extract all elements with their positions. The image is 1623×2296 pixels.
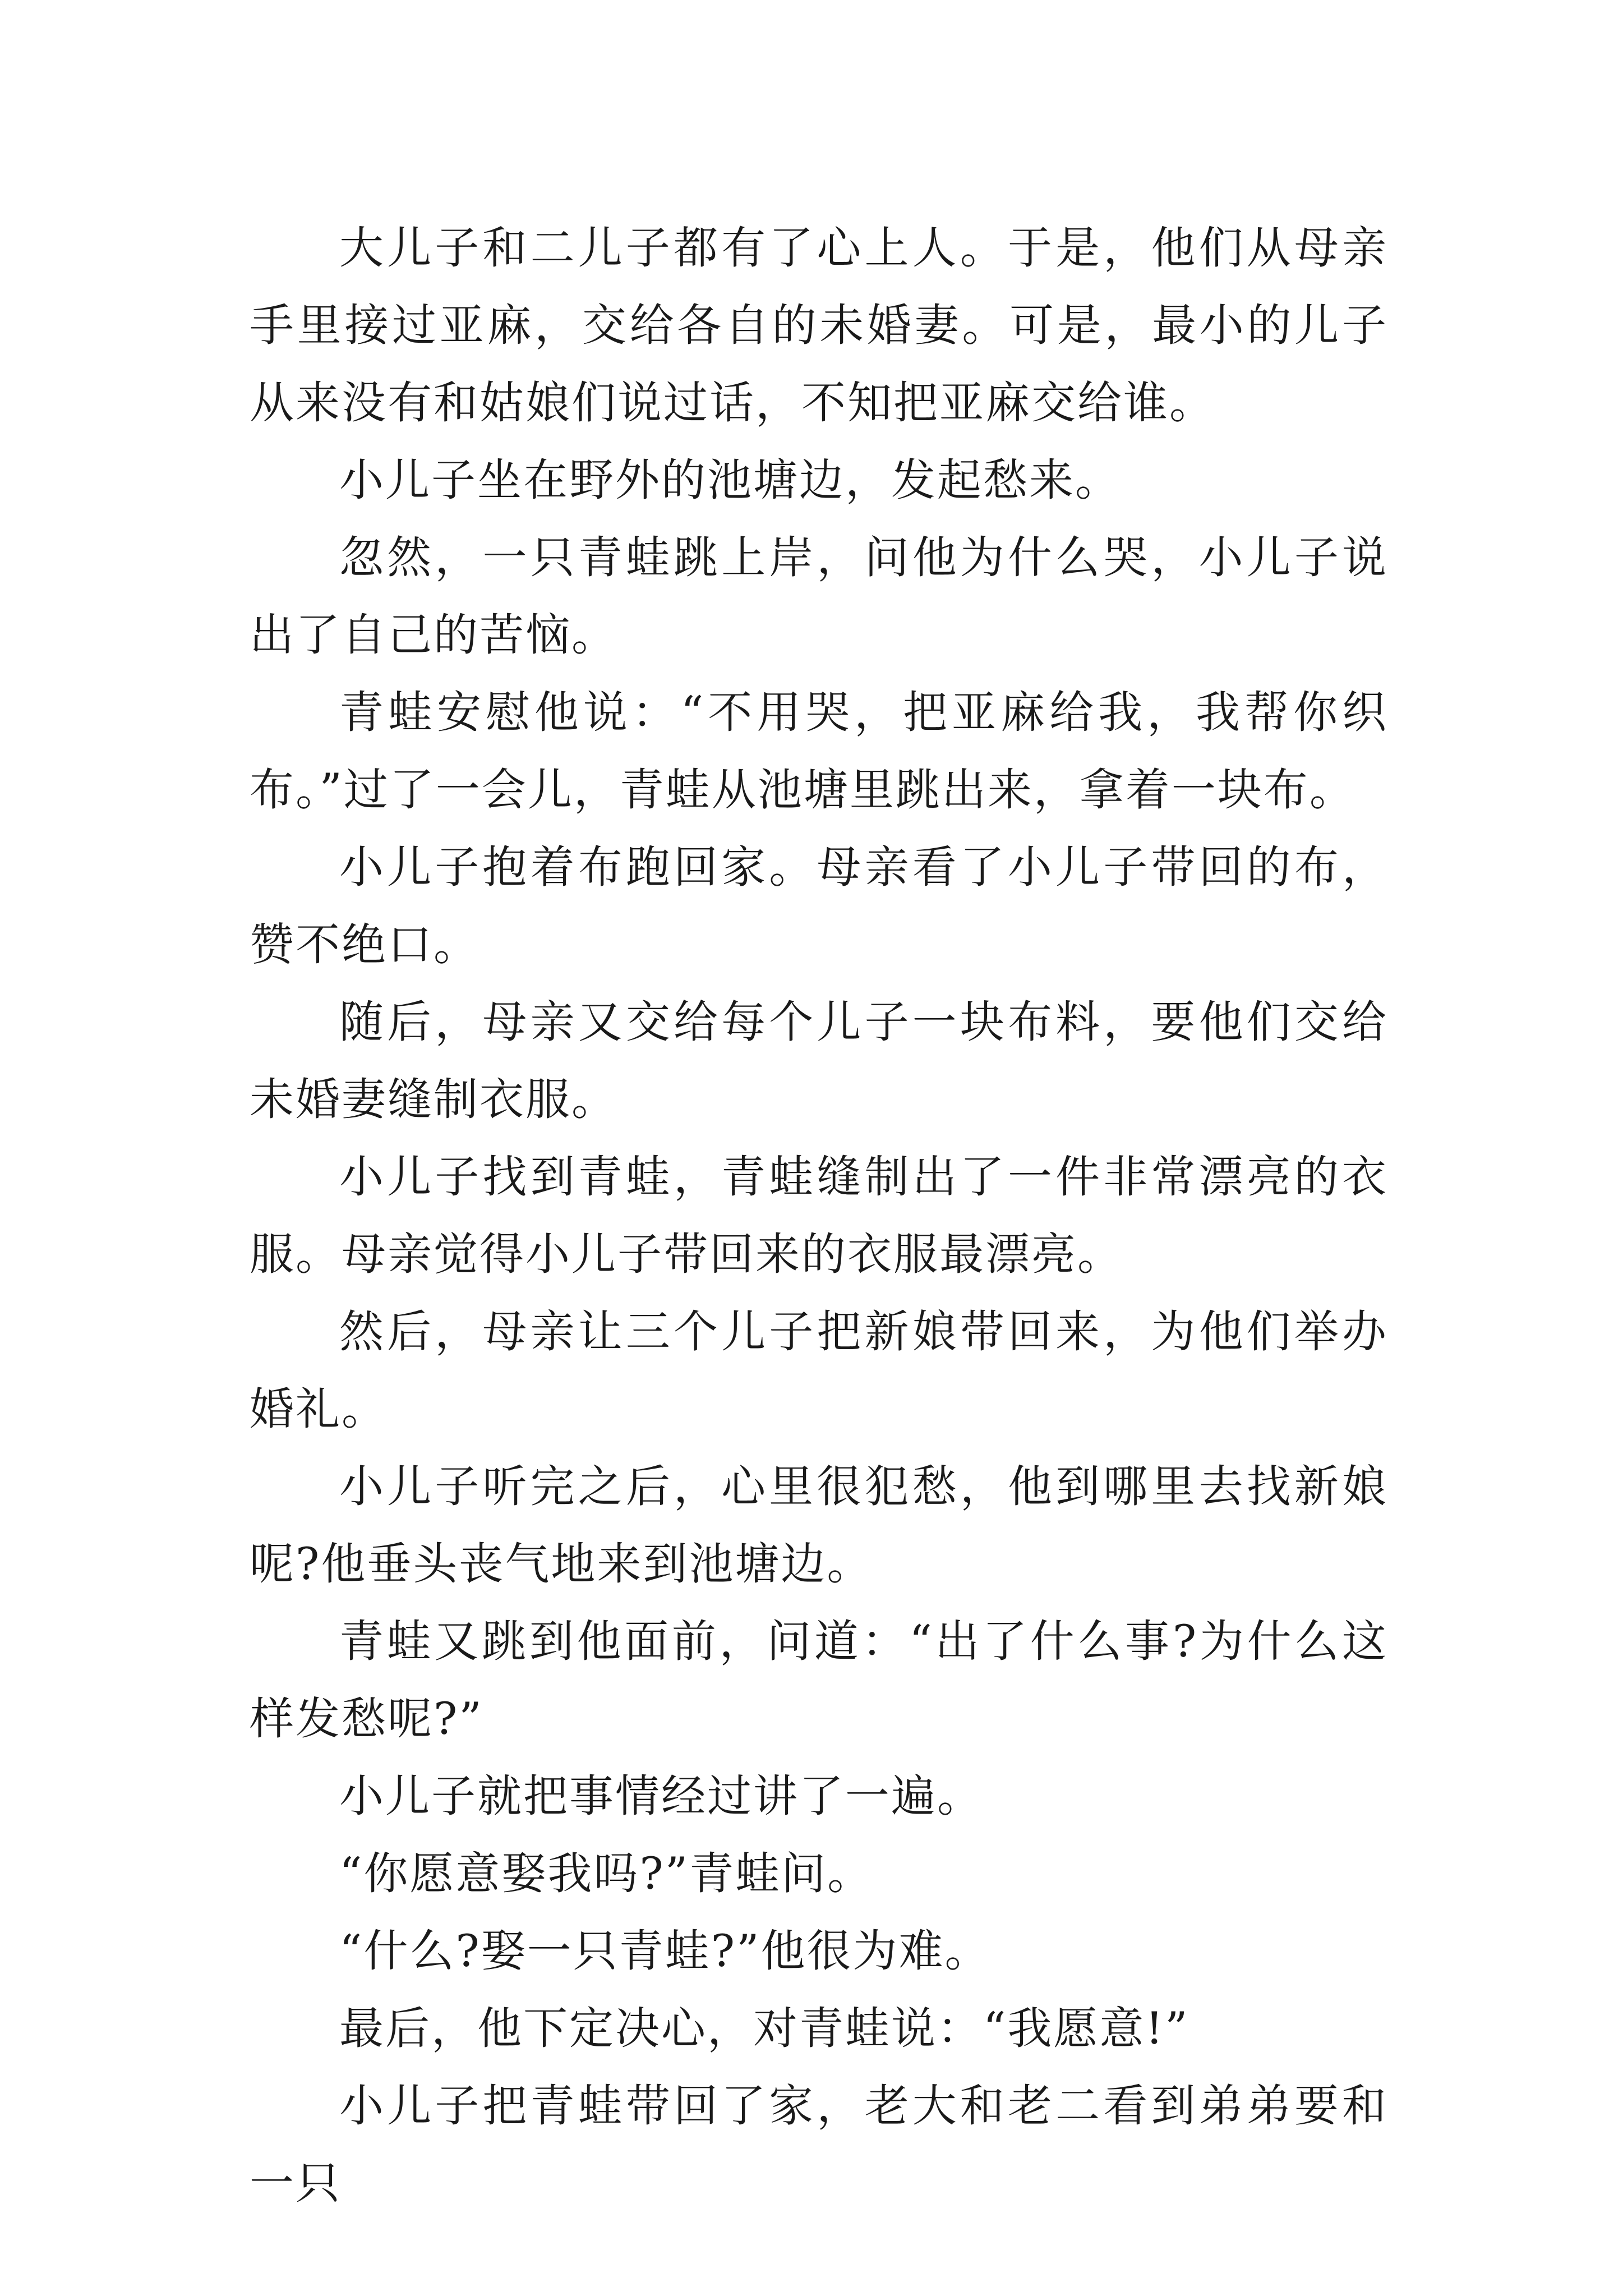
paragraph: 最后，他下定决心，对青蛙说：“我愿意!” xyxy=(339,2003,1189,2054)
paragraph: “你愿意娶我吗?”青蛙问。 xyxy=(339,1848,874,1899)
paragraph: 忽然，一只青蛙跳上岸，问他为什么哭，小儿子说出了自己的苦恼。 xyxy=(250,532,1388,661)
paragraph: 小儿子坐在野外的池塘边，发起愁来。 xyxy=(339,454,1121,506)
paragraph: 大儿子和二儿子都有了心上人。于是，他们从母亲手里接过亚麻，交给各自的未婚妻。可是，最小的儿子从来没有和姑娘们说过话，不知把亚麻交给谁。 xyxy=(250,222,1388,429)
paragraph: 小儿子把青蛙带回了家，老大和老二看到弟弟要和一只 xyxy=(250,2080,1388,2209)
paragraph: 小儿子抱着布跑回家。母亲看了小儿子带回的布，赞不绝口。 xyxy=(250,841,1388,970)
paragraph: “什么?娶一只青蛙?”他很为难。 xyxy=(339,1925,991,1977)
paragraph: 小儿子就把事情经过讲了一遍。 xyxy=(339,1770,983,1822)
paragraph: 随后，母亲又交给每个儿子一块布料，要他们交给未婚妻缝制衣服。 xyxy=(250,996,1388,1125)
document-text xyxy=(250,209,1388,2222)
paragraph: 青蛙安慰他说：“不用哭，把亚麻给我，我帮你织布。”过了一会儿，青蛙从池塘里跳出来，拿着一块布。 xyxy=(250,687,1388,816)
paragraph: 小儿子找到青蛙，青蛙缝制出了一件非常漂亮的衣服。母亲觉得小儿子带回来的衣服最漂亮。 xyxy=(250,1151,1388,1280)
paragraph: 小儿子听完之后，心里很犯愁，他到哪里去找新娘呢?他垂头丧气地来到池塘边。 xyxy=(250,1461,1388,1590)
paragraph: 青蛙又跳到他面前，问道：“出了什么事?为什么这样发愁呢?” xyxy=(250,1616,1388,1745)
paragraph: 然后，母亲让三个儿子把新娘带回来，为他们举办婚礼。 xyxy=(250,1306,1388,1435)
